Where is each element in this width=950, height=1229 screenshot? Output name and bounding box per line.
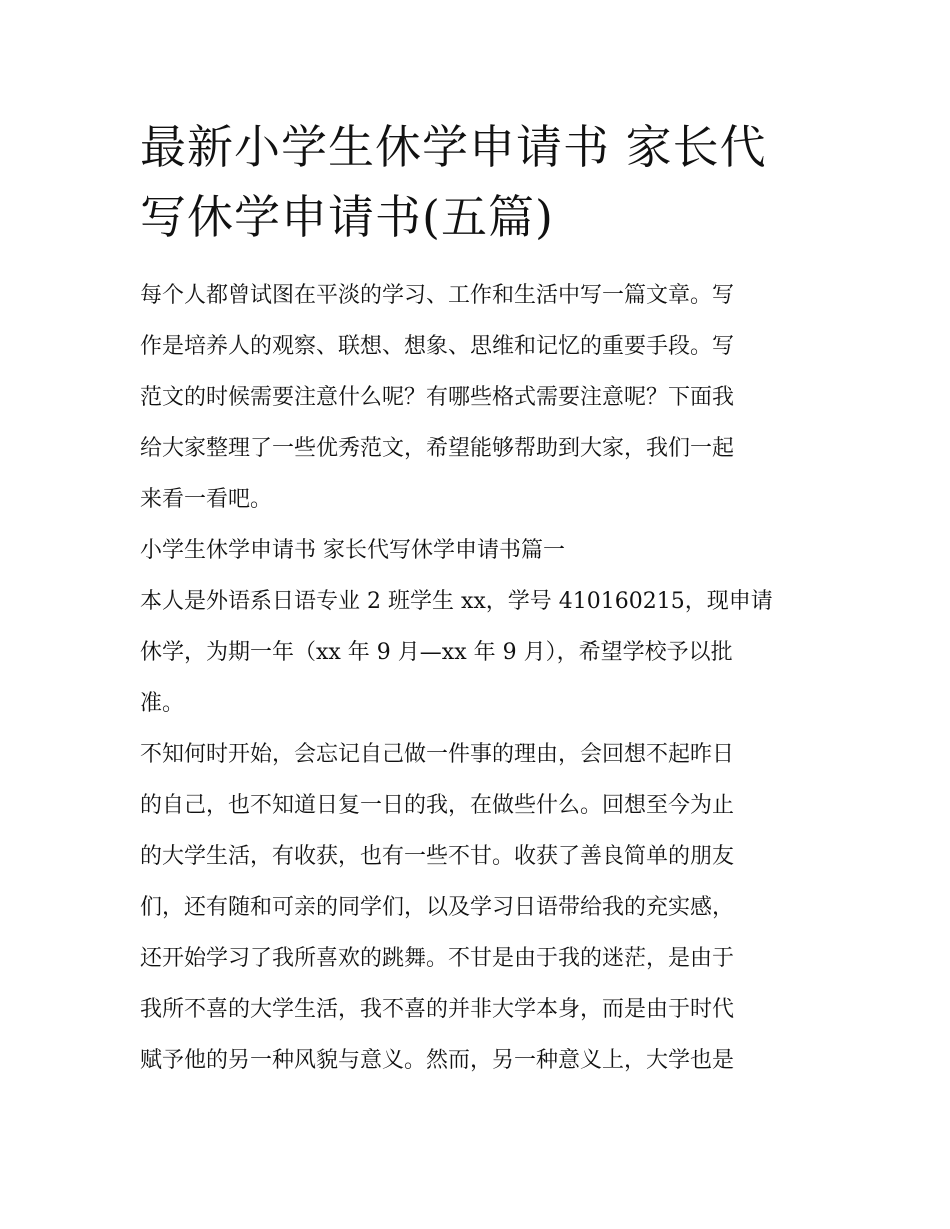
text-line: 我所不喜的大学生活，我不喜的并非大学本身，而是由于时代	[140, 997, 735, 1022]
section-heading-text: 小学生休学申请书 家长代写休学申请书篇一	[140, 538, 565, 563]
document-body	[140, 270, 812, 1086]
text-line: 准。	[140, 691, 185, 716]
text-line: 们，还有随和可亲的同学们，以及学习日语带给我的充实感，	[140, 895, 735, 920]
title-line: 写休学申请书(五篇)	[140, 190, 554, 244]
text-line: 来看一看吧。	[140, 487, 273, 512]
text-line: 赋予他的另一种风貌与意义。然而，另一种意义上，大学也是	[140, 1048, 735, 1073]
text-line: 的自己，也不知道日复一日的我，在做些什么。回想至今为止	[140, 793, 735, 818]
text-line: 不知何时开始，会忘记自己做一件事的理由，会回想不起昨日	[140, 742, 735, 767]
text-line: 每个人都曾试图在平淡的学习、工作和生活中写一篇文章。写	[140, 283, 735, 308]
text-line: 休学，为期一年（xx 年 9 月—xx 年 9 月），希望学校予以批	[140, 640, 733, 665]
paragraph-2	[140, 729, 812, 1086]
text-line: 还开始学习了我所喜欢的跳舞。不甘是由于我的迷茫，是由于	[140, 946, 735, 971]
title-line: 最新小学生休学申请书 家长代	[140, 120, 767, 174]
text-line: 作是培养人的观察、联想、想象、思维和记忆的重要手段。写	[140, 334, 735, 359]
text-line: 本人是外语系日语专业 2 班学生 xx，学号 410160215，现申请	[140, 589, 773, 614]
section-heading	[140, 525, 812, 576]
paragraph-1	[140, 576, 812, 729]
intro-paragraph	[140, 270, 812, 525]
text-line: 给大家整理了一些优秀范文，希望能够帮助到大家，我们一起	[140, 436, 735, 461]
document-title	[140, 112, 812, 252]
text-line: 的大学生活，有收获，也有一些不甘。收获了善良简单的朋友	[140, 844, 735, 869]
document-page	[140, 112, 812, 1086]
text-line: 范文的时候需要注意什么呢？有哪些格式需要注意呢？下面我	[140, 385, 735, 410]
